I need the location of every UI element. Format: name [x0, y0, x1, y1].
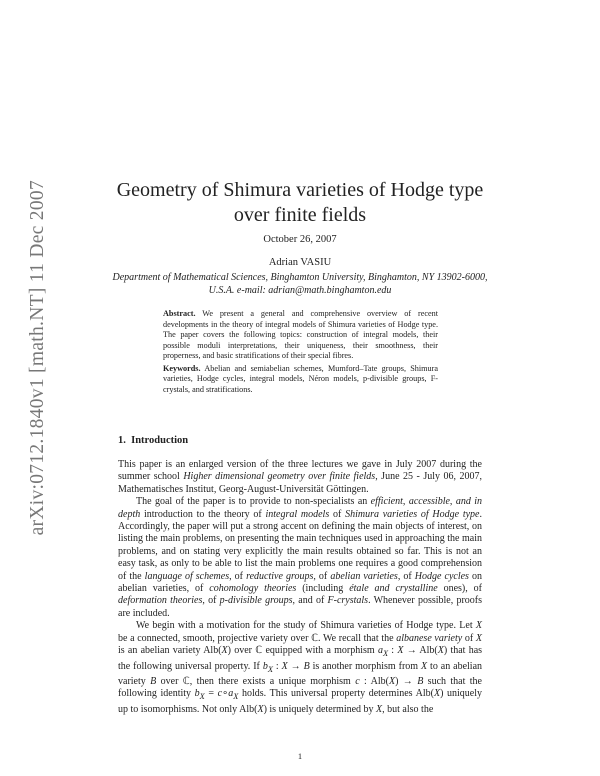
section-number: 1. — [118, 435, 126, 446]
page-number: 1 — [297, 751, 303, 761]
abstract — [163, 309, 438, 395]
paper-date: October 26, 2007 — [263, 234, 337, 245]
arxiv-id: arXiv:0712.1840v1 [math.NT] 11 Dec 2007 — [27, 180, 48, 536]
section-heading — [118, 435, 188, 446]
keywords-label: Keywords. — [163, 363, 201, 373]
paragraph-3: We begin with a motivation for the study of Shimura varieties of Hodge type. Let X be a connected, smooth, projective variety over ℂ. We recall that the albanese variety of X is an abelian variety Alb(X) over ℂ equipped with a morphism $a_X$ : X → Alb(X) that has the following universal property. If $b_X$ : X → B is another morphism from X to an abelian variety B over ℂ, then there exists a unique morphism c : Alb(X) → B such that the following identity $b_X$ = $c\circ a_X$ holds. This universal property determines Alb(X) uniquely up to isomorphisms. Not only Alb(X) is uniquely determined by X, but also the — [118, 620, 483, 715]
author-name: Adrian VASIU — [268, 257, 332, 268]
intro-body — [118, 459, 482, 716]
paragraph-1: This paper is an enlarged version of the three lectures we gave in July 2007 during the summer school Higher dimensional geometry over finite fields, June 25 - July 06, 2007, Mathematisches Institut, Georg-August-Universität Göttingen. — [118, 459, 482, 495]
paper-title: Geometry of Shimura varieties of Hodge type over finite fields — [116, 179, 484, 226]
abstract-label: Abstract. — [163, 309, 196, 318]
abstract-text: We present a general and comprehensive overview of recent developments in the theory of integral models of Shimura varieties of Hodge type. The paper covers the following topics: construction of integral models, their possible moduli interpretations, their uniqueness, their smoothness, their properness, and basic stratifications of their special fibres. — [163, 309, 438, 360]
author-affiliation: Department of Mathematical Sciences, Binghamton University, Binghamton, NY 13902-6000, U.S.A. e-mail: adrian@math.binghamton.edu — [112, 272, 488, 296]
keywords-text: Abelian and semiabelian schemes, Mumford–Tate groups, Shimura varieties, Hodge cycles, integral models, Néron models, p-divisible groups, F-crystals, and stratifications. — [163, 363, 438, 394]
paragraph-2: The goal of the paper is to provide to non-specialists an efficient, accessible, and in depth introduction to the theory of integral models of Shimura varieties of Hodge type. Accordingly, the paper will put a strong accent on defining the main objects of interest, on listing the main problems, on presenting the main techniques used in approaching the main problems, and on stating very explicitly the main results obtained so far. This is not an easy task, as only to be able to list the main problems one requires a good comprehension of the language of schemes, of reductive groups, of abelian varieties, of Hodge cycles on abelian varieties, of cohomology theories (including étale and crystalline ones), of deformation theories, of p-divisible groups, and of F-crystals. Whenever possible, proofs are included. — [118, 496, 483, 619]
section-title: Introduction — [131, 435, 189, 446]
